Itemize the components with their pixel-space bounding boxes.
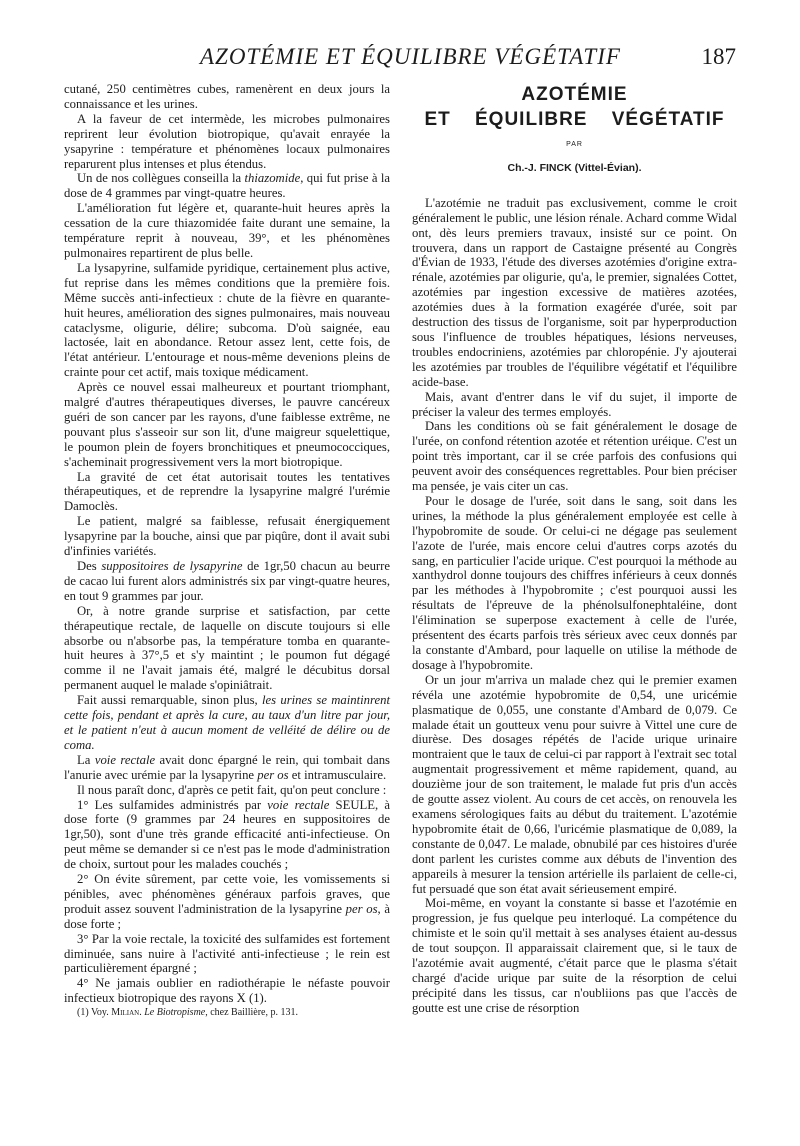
text-run: , à dose forte ; <box>64 901 390 931</box>
text-run: . <box>139 1007 145 1019</box>
paragraph <box>64 171 390 201</box>
paragraph: Après ce nouvel essai malheureux et pourtant triomphant, malgré d'autres thérapeutiques diverses, le pauvre cancéreux guéri de son cancer par les rayons, d'une faiblesse extrême, ne pouvant plus s'asseoir sur son lit, d'une maigreur squelettique, le poumon plein de foyers bronchitiques et pneumococciques, s'acheminait progressivement vers la mort biotropique. <box>64 380 390 469</box>
text-run: (1) Voy. <box>77 1007 112 1019</box>
conclusion-item: 3° Par la voie rectale, la toxicité des sulfamides est fortement diminuée, sans nuire à l'activité anti-infectieuse ; le rein est particulièrement épargné ; <box>64 931 390 976</box>
footnote <box>64 1006 390 1019</box>
text-run: , à dose forte (9 grammes par 24 heures en suppositoires de 1gr,50), sont d'une très grande efficacité anti-infectieuse. On peut même se demander si ce n'est pas le mode d'administration de choix, surtout pour les malades couchés ; <box>64 797 390 872</box>
italic-run: voie rectale <box>94 752 156 767</box>
article-title <box>412 82 737 132</box>
article-title-line: AZOTÉMIE <box>521 84 628 105</box>
paragraph: A la faveur de cet intermède, les microbes pulmonaires reprirent leur évolution biotropique, qu'avait enrayée la ysapyrine : température et phénomènes locaux pulmonaires reparurent plus intenses et plus étendus. <box>64 111 390 171</box>
byline-par: PAR <box>566 141 583 148</box>
paragraph: Il nous paraît donc, d'après ce petit fait, qu'on peut conclure : <box>77 782 387 797</box>
text-run: Fait aussi remarquable, sinon plus, <box>77 693 262 708</box>
paragraph: Moi-même, en voyant la constante si basse et l'azotémie en progression, je fus quelque peu interloqué. La compétence du chimiste et le soin qu'il mettait à ses analyses étaient au-dessus de tout soupçon. Il apparaissait clairement que, si le taux de l'azotémie avait augmenté, c'était parce que le plasma s'était chargé d'acide urique par suite de la résorption de celui précipité dans les tissus, car n'oubliions pas que l'accès de goutte est une crise de résorption <box>412 896 737 1015</box>
paragraph: La gravité de cet état autorisait toutes les tentatives thérapeutiques, et de reprendre la lysapyrine malgré l'urémie Damoclès. <box>64 469 390 514</box>
paragraph: Le patient, malgré sa faiblesse, refusait énergiquement lysapyrine par la bouche, ainsi que par piqûre, dont il avait subi d'infinies variétés. <box>64 514 390 559</box>
footnote-author: Milian <box>111 1007 140 1019</box>
article-title-line: ET ÉQUILIBRE VÉGÉTATIF <box>424 109 725 130</box>
italic-run: les urines se maintinrent cette fois, pendant et après la cure, au taux d'un litre par jour, et le patient n'eut à aucun moment de velléité de délire ou de coma. <box>64 693 390 752</box>
text-run: , qui fut prise à la dose de 4 grammes par vingt-quatre heures. <box>64 171 390 201</box>
paragraph <box>64 693 390 753</box>
paragraph: Pour le dosage de l'urée, soit dans le sang, soit dans les urines, la méthode la plus généralement employée est celle à l'hypobromite de soude. Or celui-ci ne dégage pas seulement l'azote de l'urée, mais encore celui d'autres corps azotés du sang, en particulier l'acide urique. C'est pourquoi la méthode au xanthydrol donne toujours des chiffres inférieurs à ceux donnés par les méthodes à l'hypobromite ; c'est pourquoi aussi les résultats de l'épreuve de la phénolsulfonephtaléine, dont l'élimination se superpose exactement à celle de l'urée, présentent des écarts parfois très sérieux avec ceux donnés par la constante d'Ambard, pour laquelle on utilise la méthode de dosage à l'hypobromite. <box>412 493 737 672</box>
paragraph: L'amélioration fut légère et, quarante-huit heures après la cessation de la cure thiazomidée faite durant une semaine, la température reprit à nouveau, 39°, et les phénomènes pulmonaires repartirent de plus belle. <box>64 201 390 260</box>
conclusion-item <box>64 872 390 932</box>
paragraph: Dans les conditions où se fait généralement le dosage de l'urée, on confond rétention azotée et rétention uréique. C'est un point très important, car il se crée parfois des confusions qui peuvent avoir des conséquences regrettables. Pour bien préciser ma pensée, je vais citer un cas. <box>412 419 737 494</box>
italic-run: thiazomide <box>244 171 301 186</box>
left-column <box>64 82 390 1019</box>
text-run: et intramusculaire. <box>288 767 387 782</box>
running-title: AZOTÉMIE ET ÉQUILIBRE VÉGÉTATIF <box>200 44 621 69</box>
paragraph <box>64 559 390 604</box>
paragraph: Or un jour m'arriva un malade chez qui le premier examen révéla une azotémie hypobromite de 0,54, une uricémie plasmatique de 0,055, une constante d'Ambard de 0,079. Ce malade était un goutteux venu pour suivre à Vittel une cure de diurèse. Des dosages répétés de l'acide urique urinaire montraient que le taux de celui-ci par rapport à l'extrait sec total augmentait progressivement et même rapidement, quand, au douzième jour de son traitement, le malade fut pris d'un accès de goutte assez violent. Au cours de cet accès, on renouvela les examens sérologiques faits au début du traitement. L'azotémie hypobromite était de 0,66, l'uricémie plasmatique de 0,089, la constante de 0,047. Le malade, obnubilé par ces histoires d'urée dont parlent les curistes comme aux débuts de l'invention des appareils à mesurer la tension artérielle ils parlaient de celle-ci, fut persuadé que son état avait sérieusement empiré. <box>412 672 737 896</box>
conclusion-item: 4° Ne jamais oublier en radiothérapie le néfaste pouvoir infectieux biotropique des rayons X (1). <box>64 976 390 1006</box>
text-run: de 1gr,50 chacun au beurre de cacao lui furent alors administrés six par vingt-quatre heures, en tout 9 grammes par jour. <box>64 559 390 603</box>
text-run: avait donc épargné le rein, qui tombait dans l'anurie avec urémie par la lysapyrine <box>64 752 390 782</box>
paragraph <box>64 753 390 783</box>
byline-author: Ch.-J. FINCK (Vittel-Évian). <box>507 161 642 174</box>
footnote-book-title: Le Biotropisme <box>144 1007 206 1019</box>
paragraph: L'azotémie ne traduit pas exclusivement, comme le croit généralement le public, une lésion rénale. Achard comme Widal ont, dès leurs premiers travaux, insisté sur ce point. On trouvera, dans un rapport de Castaigne présenté au Congrès d'Évian de 1933, l'étude des diverses azotémies d'origine extra-rénale, azotémies par oligurie, qu'a, le premier, signalées Cottet, azotémies par ingestion excessive de matières azotées, azotémies dues à la formation exagérée d'urée, soit par destruction des tissus de l'organisme, soit par hyperproduction sous l'influence de troubles hépatiques, lésions nerveuses, troubles endocriniens, azotémies par chloropénie. J'y ajouterai les azotémies par troubles de l'équilibre végétatif et l'équilibre acide-base. <box>412 195 737 389</box>
text-run: 2° On évite sûrement, par cette voie, les vomissements si pénibles, avec phénomènes généraux parfois graves, que produit assez souvent l'administration de la lysapyrine <box>64 872 390 916</box>
text-run: , chez Baillière, p. 131. <box>205 1007 298 1019</box>
italic-run: suppositoires de lysapyrine <box>101 559 243 573</box>
paragraph: Or, à notre grande surprise et satisfaction, par cette thérapeutique rectale, de laquelle on discute toujours si elle absorbe ou n'absorbe pas, la température tomba en quarante-huit heures à 37°,5 et s'y maintint ; le poumon fut dégagé comme il ne l'avait jamais été, malgré le décubitus dorsal permanent auquel le malade s'opiniâtrait. <box>64 603 390 693</box>
italic-run: voie rectale <box>267 797 330 812</box>
text-run: 1° Les sulfamides administrés par <box>77 797 268 812</box>
small-caps-run: SEULE <box>329 797 375 812</box>
text-run: Un de nos collègues conseilla la <box>77 171 245 186</box>
text-run: La <box>77 752 95 767</box>
italic-run: per os <box>257 767 289 782</box>
paragraph: La lysapyrine, sulfamide pyridique, certainement plus active, fut reprise dans les mêmes conditions que la première fois. Même succès anti-infectieux : chute de la fièvre en quarante-huit heures, amélioration des signes pulmonaires, mais nouveau cataclysme, oligurie, délire; subcoma. D'où saignée, eau lactosée, lait en abondance. Retour assez lent, cette fois, de l'état antérieur. L'entourage et nous-même devenions pleins de crainte pour cet actif, mais toxique médicament. <box>64 260 390 380</box>
paragraph: Mais, avant d'entrer dans le vif du sujet, il importe de préciser la valeur des termes employés. <box>412 389 737 419</box>
paragraph: cutané, 250 centimètres cubes, ramenèrent en deux jours la connaissance et les urines. <box>64 82 390 111</box>
italic-run: per os <box>345 901 378 916</box>
right-column <box>412 82 737 1016</box>
conclusion-item <box>64 798 390 873</box>
text-run: Des <box>77 559 102 573</box>
page-number: 187 <box>701 44 736 69</box>
